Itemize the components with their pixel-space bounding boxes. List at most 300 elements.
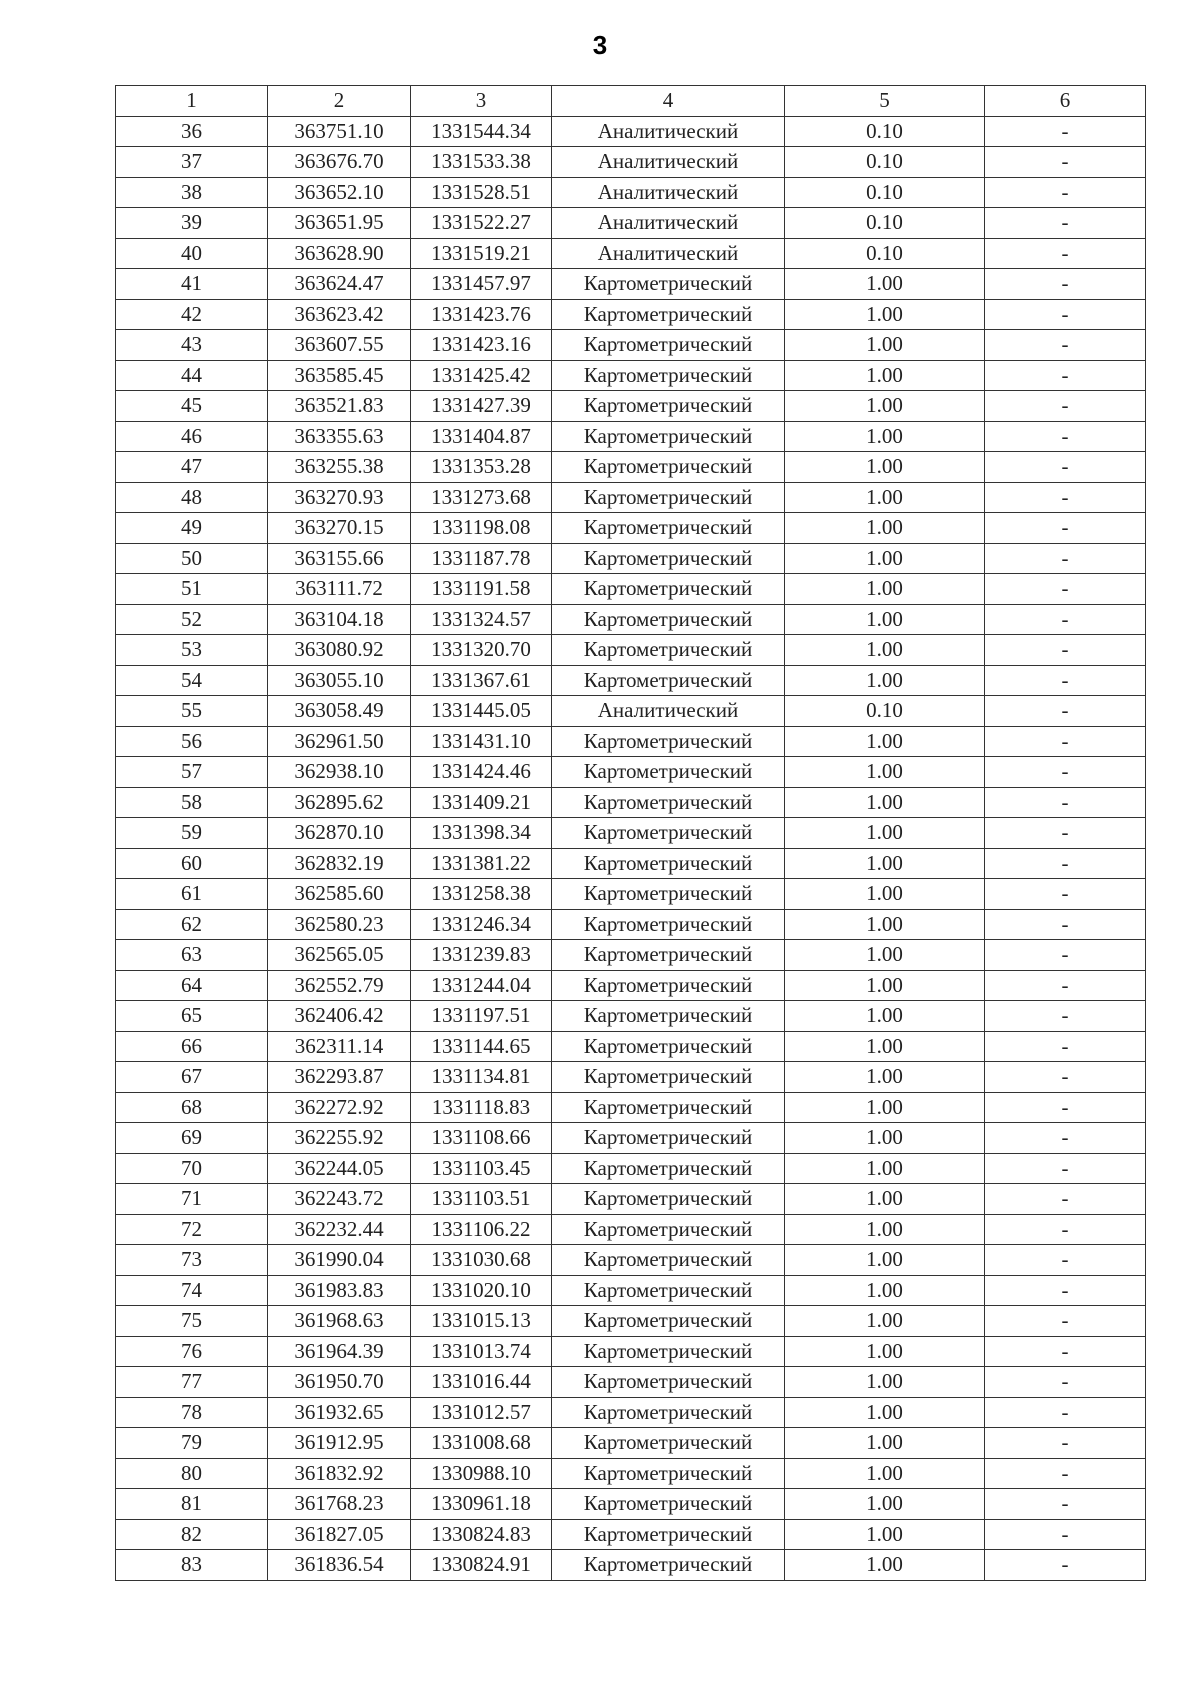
method-cell: Картометрический xyxy=(552,909,785,940)
point-number-cell: 54 xyxy=(116,665,268,696)
note-cell: - xyxy=(985,1550,1146,1581)
note-cell: - xyxy=(985,543,1146,574)
point-number-cell: 50 xyxy=(116,543,268,574)
point-number-cell: 75 xyxy=(116,1306,268,1337)
y-coordinate-cell: 1331239.83 xyxy=(411,940,552,971)
method-cell: Картометрический xyxy=(552,1031,785,1062)
method-cell: Картометрический xyxy=(552,543,785,574)
accuracy-cell: 0.10 xyxy=(785,238,985,269)
accuracy-cell: 1.00 xyxy=(785,1397,985,1428)
accuracy-cell: 1.00 xyxy=(785,1367,985,1398)
y-coordinate-cell: 1331544.34 xyxy=(411,116,552,147)
y-coordinate-cell: 1331445.05 xyxy=(411,696,552,727)
accuracy-cell: 1.00 xyxy=(785,330,985,361)
accuracy-cell: 1.00 xyxy=(785,1184,985,1215)
y-coordinate-cell: 1331431.10 xyxy=(411,726,552,757)
y-coordinate-cell: 1330961.18 xyxy=(411,1489,552,1520)
table-row xyxy=(116,1428,1146,1459)
method-cell: Картометрический xyxy=(552,665,785,696)
table-row xyxy=(116,1336,1146,1367)
method-cell: Картометрический xyxy=(552,787,785,818)
note-cell: - xyxy=(985,848,1146,879)
table-row xyxy=(116,208,1146,239)
header-cell-2: 2 xyxy=(268,86,411,117)
point-number-cell: 68 xyxy=(116,1092,268,1123)
table-row xyxy=(116,1153,1146,1184)
header-row xyxy=(116,86,1146,117)
point-number-cell: 78 xyxy=(116,1397,268,1428)
y-coordinate-cell: 1331353.28 xyxy=(411,452,552,483)
note-cell: - xyxy=(985,1001,1146,1032)
x-coordinate-cell: 362406.42 xyxy=(268,1001,411,1032)
x-coordinate-cell: 361950.70 xyxy=(268,1367,411,1398)
table-row xyxy=(116,1184,1146,1215)
point-number-cell: 82 xyxy=(116,1519,268,1550)
point-number-cell: 70 xyxy=(116,1153,268,1184)
point-number-cell: 64 xyxy=(116,970,268,1001)
y-coordinate-cell: 1331198.08 xyxy=(411,513,552,544)
accuracy-cell: 0.10 xyxy=(785,147,985,178)
header-cell-4: 4 xyxy=(552,86,785,117)
point-number-cell: 65 xyxy=(116,1001,268,1032)
accuracy-cell: 1.00 xyxy=(785,1489,985,1520)
point-number-cell: 37 xyxy=(116,147,268,178)
table-row xyxy=(116,787,1146,818)
x-coordinate-cell: 363623.42 xyxy=(268,299,411,330)
y-coordinate-cell: 1331522.27 xyxy=(411,208,552,239)
method-cell: Картометрический xyxy=(552,1123,785,1154)
y-coordinate-cell: 1331258.38 xyxy=(411,879,552,910)
y-coordinate-cell: 1331246.34 xyxy=(411,909,552,940)
x-coordinate-cell: 362580.23 xyxy=(268,909,411,940)
y-coordinate-cell: 1331409.21 xyxy=(411,787,552,818)
table-row xyxy=(116,696,1146,727)
y-coordinate-cell: 1331030.68 xyxy=(411,1245,552,1276)
method-cell: Картометрический xyxy=(552,1428,785,1459)
table-row xyxy=(116,1489,1146,1520)
table-row xyxy=(116,726,1146,757)
point-number-cell: 74 xyxy=(116,1275,268,1306)
y-coordinate-cell: 1330824.83 xyxy=(411,1519,552,1550)
y-coordinate-cell: 1331423.76 xyxy=(411,299,552,330)
accuracy-cell: 1.00 xyxy=(785,452,985,483)
x-coordinate-cell: 363111.72 xyxy=(268,574,411,605)
table-row xyxy=(116,1275,1146,1306)
table-header xyxy=(116,86,1146,117)
note-cell: - xyxy=(985,177,1146,208)
table-row xyxy=(116,299,1146,330)
method-cell: Картометрический xyxy=(552,1001,785,1032)
y-coordinate-cell: 1331427.39 xyxy=(411,391,552,422)
note-cell: - xyxy=(985,635,1146,666)
note-cell: - xyxy=(985,604,1146,635)
note-cell: - xyxy=(985,1336,1146,1367)
note-cell: - xyxy=(985,238,1146,269)
point-number-cell: 57 xyxy=(116,757,268,788)
table-row xyxy=(116,665,1146,696)
method-cell: Аналитический xyxy=(552,177,785,208)
accuracy-cell: 1.00 xyxy=(785,1031,985,1062)
point-number-cell: 66 xyxy=(116,1031,268,1062)
point-number-cell: 36 xyxy=(116,116,268,147)
method-cell: Картометрический xyxy=(552,757,785,788)
x-coordinate-cell: 363521.83 xyxy=(268,391,411,422)
point-number-cell: 67 xyxy=(116,1062,268,1093)
y-coordinate-cell: 1331381.22 xyxy=(411,848,552,879)
point-number-cell: 52 xyxy=(116,604,268,635)
y-coordinate-cell: 1331108.66 xyxy=(411,1123,552,1154)
method-cell: Картометрический xyxy=(552,1062,785,1093)
note-cell: - xyxy=(985,665,1146,696)
point-number-cell: 56 xyxy=(116,726,268,757)
method-cell: Картометрический xyxy=(552,1489,785,1520)
x-coordinate-cell: 362895.62 xyxy=(268,787,411,818)
method-cell: Картометрический xyxy=(552,574,785,605)
accuracy-cell: 1.00 xyxy=(785,1306,985,1337)
note-cell: - xyxy=(985,574,1146,605)
x-coordinate-cell: 363104.18 xyxy=(268,604,411,635)
y-coordinate-cell: 1331008.68 xyxy=(411,1428,552,1459)
y-coordinate-cell: 1331519.21 xyxy=(411,238,552,269)
x-coordinate-cell: 363628.90 xyxy=(268,238,411,269)
x-coordinate-cell: 361768.23 xyxy=(268,1489,411,1520)
note-cell: - xyxy=(985,726,1146,757)
y-coordinate-cell: 1331367.61 xyxy=(411,665,552,696)
table-row xyxy=(116,757,1146,788)
x-coordinate-cell: 362243.72 xyxy=(268,1184,411,1215)
x-coordinate-cell: 361827.05 xyxy=(268,1519,411,1550)
point-number-cell: 43 xyxy=(116,330,268,361)
point-number-cell: 73 xyxy=(116,1245,268,1276)
accuracy-cell: 1.00 xyxy=(785,269,985,300)
x-coordinate-cell: 361964.39 xyxy=(268,1336,411,1367)
method-cell: Картометрический xyxy=(552,1336,785,1367)
point-number-cell: 63 xyxy=(116,940,268,971)
x-coordinate-cell: 361983.83 xyxy=(268,1275,411,1306)
accuracy-cell: 1.00 xyxy=(785,635,985,666)
x-coordinate-cell: 362585.60 xyxy=(268,879,411,910)
note-cell: - xyxy=(985,1062,1146,1093)
accuracy-cell: 1.00 xyxy=(785,1153,985,1184)
note-cell: - xyxy=(985,1306,1146,1337)
method-cell: Картометрический xyxy=(552,1519,785,1550)
note-cell: - xyxy=(985,879,1146,910)
method-cell: Картометрический xyxy=(552,391,785,422)
x-coordinate-cell: 363624.47 xyxy=(268,269,411,300)
x-coordinate-cell: 362293.87 xyxy=(268,1062,411,1093)
x-coordinate-cell: 362272.92 xyxy=(268,1092,411,1123)
method-cell: Аналитический xyxy=(552,116,785,147)
accuracy-cell: 1.00 xyxy=(785,970,985,1001)
note-cell: - xyxy=(985,1214,1146,1245)
point-number-cell: 61 xyxy=(116,879,268,910)
note-cell: - xyxy=(985,1153,1146,1184)
y-coordinate-cell: 1331398.34 xyxy=(411,818,552,849)
x-coordinate-cell: 363058.49 xyxy=(268,696,411,727)
x-coordinate-cell: 363751.10 xyxy=(268,116,411,147)
note-cell: - xyxy=(985,909,1146,940)
x-coordinate-cell: 363255.38 xyxy=(268,452,411,483)
y-coordinate-cell: 1331324.57 xyxy=(411,604,552,635)
accuracy-cell: 1.00 xyxy=(785,879,985,910)
accuracy-cell: 1.00 xyxy=(785,909,985,940)
accuracy-cell: 1.00 xyxy=(785,391,985,422)
method-cell: Картометрический xyxy=(552,1092,785,1123)
table-row xyxy=(116,1031,1146,1062)
note-cell: - xyxy=(985,696,1146,727)
y-coordinate-cell: 1331106.22 xyxy=(411,1214,552,1245)
y-coordinate-cell: 1331273.68 xyxy=(411,482,552,513)
method-cell: Картометрический xyxy=(552,1397,785,1428)
table-row xyxy=(116,147,1146,178)
y-coordinate-cell: 1331528.51 xyxy=(411,177,552,208)
point-number-cell: 53 xyxy=(116,635,268,666)
method-cell: Картометрический xyxy=(552,848,785,879)
table-row xyxy=(116,1458,1146,1489)
method-cell: Картометрический xyxy=(552,1153,785,1184)
point-number-cell: 44 xyxy=(116,360,268,391)
header-cell-3: 3 xyxy=(411,86,552,117)
note-cell: - xyxy=(985,1458,1146,1489)
note-cell: - xyxy=(985,787,1146,818)
accuracy-cell: 1.00 xyxy=(785,1245,985,1276)
accuracy-cell: 1.00 xyxy=(785,1123,985,1154)
accuracy-cell: 1.00 xyxy=(785,1519,985,1550)
table-row xyxy=(116,1092,1146,1123)
method-cell: Аналитический xyxy=(552,147,785,178)
note-cell: - xyxy=(985,1519,1146,1550)
method-cell: Картометрический xyxy=(552,269,785,300)
table-row xyxy=(116,330,1146,361)
x-coordinate-cell: 362552.79 xyxy=(268,970,411,1001)
y-coordinate-cell: 1330988.10 xyxy=(411,1458,552,1489)
point-number-cell: 60 xyxy=(116,848,268,879)
method-cell: Картометрический xyxy=(552,1184,785,1215)
accuracy-cell: 1.00 xyxy=(785,818,985,849)
x-coordinate-cell: 363585.45 xyxy=(268,360,411,391)
accuracy-cell: 1.00 xyxy=(785,787,985,818)
table-row xyxy=(116,818,1146,849)
x-coordinate-cell: 363055.10 xyxy=(268,665,411,696)
table-row xyxy=(116,513,1146,544)
point-number-cell: 62 xyxy=(116,909,268,940)
x-coordinate-cell: 362832.19 xyxy=(268,848,411,879)
point-number-cell: 58 xyxy=(116,787,268,818)
method-cell: Картометрический xyxy=(552,421,785,452)
x-coordinate-cell: 362255.92 xyxy=(268,1123,411,1154)
x-coordinate-cell: 363155.66 xyxy=(268,543,411,574)
accuracy-cell: 1.00 xyxy=(785,1428,985,1459)
accuracy-cell: 0.10 xyxy=(785,696,985,727)
x-coordinate-cell: 362565.05 xyxy=(268,940,411,971)
note-cell: - xyxy=(985,1184,1146,1215)
x-coordinate-cell: 363080.92 xyxy=(268,635,411,666)
table-row xyxy=(116,177,1146,208)
table-row xyxy=(116,940,1146,971)
note-cell: - xyxy=(985,208,1146,239)
method-cell: Аналитический xyxy=(552,208,785,239)
table-row xyxy=(116,482,1146,513)
x-coordinate-cell: 362870.10 xyxy=(268,818,411,849)
method-cell: Картометрический xyxy=(552,1245,785,1276)
y-coordinate-cell: 1331020.10 xyxy=(411,1275,552,1306)
note-cell: - xyxy=(985,1245,1146,1276)
note-cell: - xyxy=(985,1123,1146,1154)
note-cell: - xyxy=(985,330,1146,361)
point-number-cell: 38 xyxy=(116,177,268,208)
point-number-cell: 47 xyxy=(116,452,268,483)
accuracy-cell: 1.00 xyxy=(785,1458,985,1489)
point-number-cell: 45 xyxy=(116,391,268,422)
note-cell: - xyxy=(985,818,1146,849)
accuracy-cell: 1.00 xyxy=(785,1092,985,1123)
point-number-cell: 49 xyxy=(116,513,268,544)
point-number-cell: 80 xyxy=(116,1458,268,1489)
table-row xyxy=(116,1306,1146,1337)
y-coordinate-cell: 1331457.97 xyxy=(411,269,552,300)
method-cell: Картометрический xyxy=(552,299,785,330)
note-cell: - xyxy=(985,970,1146,1001)
method-cell: Картометрический xyxy=(552,1458,785,1489)
coordinates-table xyxy=(115,85,1146,1581)
accuracy-cell: 1.00 xyxy=(785,513,985,544)
table-row xyxy=(116,1397,1146,1428)
y-coordinate-cell: 1331423.16 xyxy=(411,330,552,361)
method-cell: Картометрический xyxy=(552,1214,785,1245)
method-cell: Картометрический xyxy=(552,452,785,483)
method-cell: Картометрический xyxy=(552,635,785,666)
accuracy-cell: 1.00 xyxy=(785,726,985,757)
table-row xyxy=(116,1001,1146,1032)
method-cell: Картометрический xyxy=(552,1550,785,1581)
table-row xyxy=(116,848,1146,879)
page-number: 3 xyxy=(592,30,608,60)
note-cell: - xyxy=(985,1367,1146,1398)
y-coordinate-cell: 1331118.83 xyxy=(411,1092,552,1123)
x-coordinate-cell: 361968.63 xyxy=(268,1306,411,1337)
method-cell: Картометрический xyxy=(552,1306,785,1337)
point-number-cell: 46 xyxy=(116,421,268,452)
table-row xyxy=(116,879,1146,910)
point-number-cell: 83 xyxy=(116,1550,268,1581)
accuracy-cell: 1.00 xyxy=(785,665,985,696)
y-coordinate-cell: 1331533.38 xyxy=(411,147,552,178)
method-cell: Картометрический xyxy=(552,330,785,361)
table-row xyxy=(116,1123,1146,1154)
point-number-cell: 77 xyxy=(116,1367,268,1398)
accuracy-cell: 0.10 xyxy=(785,116,985,147)
y-coordinate-cell: 1331187.78 xyxy=(411,543,552,574)
y-coordinate-cell: 1331013.74 xyxy=(411,1336,552,1367)
point-number-cell: 79 xyxy=(116,1428,268,1459)
table-row xyxy=(116,452,1146,483)
x-coordinate-cell: 361990.04 xyxy=(268,1245,411,1276)
x-coordinate-cell: 362232.44 xyxy=(268,1214,411,1245)
note-cell: - xyxy=(985,940,1146,971)
y-coordinate-cell: 1331244.04 xyxy=(411,970,552,1001)
accuracy-cell: 1.00 xyxy=(785,543,985,574)
accuracy-cell: 1.00 xyxy=(785,1062,985,1093)
x-coordinate-cell: 363607.55 xyxy=(268,330,411,361)
method-cell: Картометрический xyxy=(552,360,785,391)
point-number-cell: 40 xyxy=(116,238,268,269)
accuracy-cell: 1.00 xyxy=(785,1001,985,1032)
x-coordinate-cell: 363651.95 xyxy=(268,208,411,239)
note-cell: - xyxy=(985,482,1146,513)
table-row xyxy=(116,116,1146,147)
x-coordinate-cell: 361912.95 xyxy=(268,1428,411,1459)
point-number-cell: 81 xyxy=(116,1489,268,1520)
y-coordinate-cell: 1331425.42 xyxy=(411,360,552,391)
note-cell: - xyxy=(985,452,1146,483)
y-coordinate-cell: 1331404.87 xyxy=(411,421,552,452)
method-cell: Картометрический xyxy=(552,940,785,971)
header-cell-5: 5 xyxy=(785,86,985,117)
note-cell: - xyxy=(985,1489,1146,1520)
y-coordinate-cell: 1331134.81 xyxy=(411,1062,552,1093)
x-coordinate-cell: 363270.93 xyxy=(268,482,411,513)
note-cell: - xyxy=(985,1397,1146,1428)
method-cell: Картометрический xyxy=(552,513,785,544)
x-coordinate-cell: 362961.50 xyxy=(268,726,411,757)
y-coordinate-cell: 1331191.58 xyxy=(411,574,552,605)
method-cell: Картометрический xyxy=(552,818,785,849)
x-coordinate-cell: 363652.10 xyxy=(268,177,411,208)
method-cell: Картометрический xyxy=(552,726,785,757)
x-coordinate-cell: 363270.15 xyxy=(268,513,411,544)
point-number-cell: 42 xyxy=(116,299,268,330)
x-coordinate-cell: 362244.05 xyxy=(268,1153,411,1184)
method-cell: Картометрический xyxy=(552,482,785,513)
accuracy-cell: 1.00 xyxy=(785,482,985,513)
table-row xyxy=(116,1214,1146,1245)
note-cell: - xyxy=(985,116,1146,147)
method-cell: Картометрический xyxy=(552,970,785,1001)
note-cell: - xyxy=(985,513,1146,544)
accuracy-cell: 0.10 xyxy=(785,177,985,208)
point-number-cell: 48 xyxy=(116,482,268,513)
point-number-cell: 39 xyxy=(116,208,268,239)
table-body xyxy=(116,116,1146,1580)
table-row xyxy=(116,269,1146,300)
accuracy-cell: 1.00 xyxy=(785,421,985,452)
method-cell: Картометрический xyxy=(552,604,785,635)
accuracy-cell: 1.00 xyxy=(785,574,985,605)
y-coordinate-cell: 1331320.70 xyxy=(411,635,552,666)
table-row xyxy=(116,543,1146,574)
x-coordinate-cell: 361832.92 xyxy=(268,1458,411,1489)
note-cell: - xyxy=(985,391,1146,422)
x-coordinate-cell: 361932.65 xyxy=(268,1397,411,1428)
table-row xyxy=(116,1245,1146,1276)
accuracy-cell: 1.00 xyxy=(785,1550,985,1581)
table-row xyxy=(116,909,1146,940)
y-coordinate-cell: 1331103.51 xyxy=(411,1184,552,1215)
accuracy-cell: 1.00 xyxy=(785,1214,985,1245)
method-cell: Картометрический xyxy=(552,1367,785,1398)
table-row xyxy=(116,604,1146,635)
x-coordinate-cell: 362311.14 xyxy=(268,1031,411,1062)
x-coordinate-cell: 363355.63 xyxy=(268,421,411,452)
y-coordinate-cell: 1331424.46 xyxy=(411,757,552,788)
table-row xyxy=(116,1367,1146,1398)
note-cell: - xyxy=(985,269,1146,300)
y-coordinate-cell: 1330824.91 xyxy=(411,1550,552,1581)
accuracy-cell: 1.00 xyxy=(785,360,985,391)
accuracy-cell: 1.00 xyxy=(785,299,985,330)
point-number-cell: 71 xyxy=(116,1184,268,1215)
y-coordinate-cell: 1331015.13 xyxy=(411,1306,552,1337)
